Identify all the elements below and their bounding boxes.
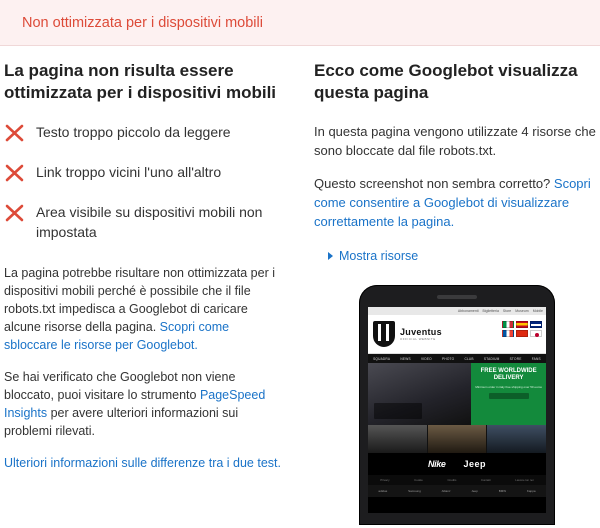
site-topbar — [368, 307, 546, 315]
left-column — [0, 46, 300, 486]
x-icon — [4, 163, 26, 183]
list-item — [4, 122, 286, 142]
blocked-resources-paragraph: In questa pagina vengono utilizzate 4 risorse che sono bloccate dal file robots.txt. — [314, 124, 596, 158]
language-flags — [502, 321, 542, 337]
flag-it-icon — [502, 321, 514, 328]
site-hero — [368, 363, 546, 425]
topbar-item: Biglietteria — [482, 309, 499, 313]
footer-sponsor-logo: Samsung — [408, 489, 421, 493]
banner-title: Non ottimizzata per i dispositivi mobili — [22, 15, 263, 31]
robots-explanation-text: La pagina potrebbe risultare non ottimizzata per i dispositivi mobili perché è possibile che il file robots.txt impedisca a Googlebot di caricare alcune risorse della pagina. — [4, 266, 275, 334]
nav-item: STORE — [509, 356, 522, 361]
promo-button — [489, 393, 529, 399]
show-resources-label[interactable]: Mostra risorse — [339, 249, 419, 263]
thumbnail — [368, 425, 427, 453]
flag-jp-icon — [530, 330, 542, 337]
screenshot-help-text: Questo screenshot non sembra corretto? — [314, 176, 554, 191]
site-header — [368, 315, 546, 354]
x-icon — [4, 203, 26, 223]
nav-item: PHOTO — [442, 356, 455, 361]
pagespeed-insights-link[interactable]: PageSpeed Insights — [4, 388, 266, 420]
issue-list — [4, 122, 286, 242]
triangle-right-icon — [328, 252, 333, 260]
topbar-item: Abbonamenti — [457, 309, 479, 313]
promo-title: FREE WORLDWIDE DELIVERY — [480, 368, 537, 381]
nav-item: SQUADRA — [373, 356, 391, 361]
phone-frame — [359, 285, 555, 525]
pagespeed-text-before: Se hai verificato che Googlebot non viene bloccato, puoi visitare lo strumento — [4, 370, 236, 402]
right-column — [300, 46, 600, 525]
promo-subtitle: Minimum order in italy free shipping over 50 euros — [475, 385, 542, 389]
footer-sponsor-logo: BMW — [498, 489, 507, 493]
list-item — [4, 202, 286, 242]
issue-label: Area visibile su dispositivi mobili non impostata — [36, 204, 263, 240]
nav-item: STADIUM — [483, 356, 500, 361]
thumbnail — [428, 425, 487, 453]
site-footer-links — [368, 475, 546, 485]
screenshot-help-paragraph — [314, 174, 600, 231]
test-differences-link[interactable]: Ulteriori informazioni sulle differenze tra i due test. — [4, 456, 281, 470]
hero-image — [368, 363, 471, 425]
site-footer-bottom — [368, 497, 546, 513]
flag-gb-icon — [530, 321, 542, 328]
phone-preview — [314, 285, 600, 525]
flag-es-icon — [516, 321, 528, 328]
googlebot-render-help-link[interactable]: Scopri come consentire a Googlebot di visualizzare correttamente la pagina. — [314, 176, 591, 229]
footer-sponsor-logo: adidas — [378, 489, 388, 493]
pagespeed-paragraph — [4, 368, 286, 440]
pagespeed-text-after: per avere ulteriori informazioni sui problemi rilevati. — [4, 406, 239, 438]
googlebot-view-title: Ecco come Googlebot visualizza questa pagina — [314, 61, 578, 102]
topbar-item: Store — [502, 309, 512, 313]
issue-label: Testo troppo piccolo da leggere — [36, 124, 231, 140]
brand-subtitle: OFFICIAL WEBSITE — [400, 337, 436, 341]
flag-cn-icon — [516, 330, 528, 337]
mobile-unfriendly-banner — [0, 0, 600, 46]
site-brand — [400, 327, 442, 341]
site-footer-sponsors — [368, 485, 546, 497]
brand-name: Juventus — [400, 327, 442, 337]
sponsor-jeep-logo: Jeep — [463, 459, 486, 469]
phone-speaker-icon — [437, 295, 477, 299]
footer-sponsor-logo: Allianz — [441, 489, 451, 493]
promo-banner — [471, 363, 546, 425]
footer-link: Cookie — [414, 478, 423, 482]
nav-item: NEWS — [400, 356, 411, 361]
site-nav — [368, 354, 546, 363]
footer-link: Lavora con noi — [515, 478, 534, 482]
sponsor-bar — [368, 453, 546, 475]
flag-fr-icon — [502, 330, 514, 337]
list-item — [4, 162, 286, 182]
footer-sponsor-logo: Kappa — [526, 489, 536, 493]
rendered-page-screenshot — [368, 307, 546, 513]
unblock-resources-link[interactable]: Scopri come sbloccare le risorse per Googlebot. — [4, 320, 230, 352]
robots-explanation-paragraph — [4, 264, 286, 354]
topbar-item: Mobile — [532, 309, 543, 313]
topbar-item: Museum — [515, 309, 529, 313]
news-thumbnails — [368, 425, 546, 453]
page-title: La pagina non risulta essere ottimizzata per i dispositivi mobili — [4, 61, 277, 102]
nav-item: FANS — [531, 356, 541, 361]
show-resources-toggle[interactable] — [328, 249, 600, 263]
footer-link: Contatti — [480, 478, 491, 482]
club-crest-icon — [373, 321, 395, 347]
issue-label: Link troppo vicini l'uno all'altro — [36, 164, 222, 180]
nav-item: CLUB — [464, 356, 474, 361]
thumbnail — [487, 425, 546, 453]
x-icon — [4, 123, 26, 143]
content-columns — [0, 46, 600, 525]
footer-link: Credits — [447, 478, 457, 482]
nav-item: VIDEO — [420, 356, 432, 361]
sponsor-nike-logo: Nike — [428, 459, 446, 469]
more-info-paragraph — [4, 454, 286, 472]
footer-sponsor-logo: Jeep — [471, 489, 478, 493]
footer-link: Privacy — [380, 478, 390, 482]
